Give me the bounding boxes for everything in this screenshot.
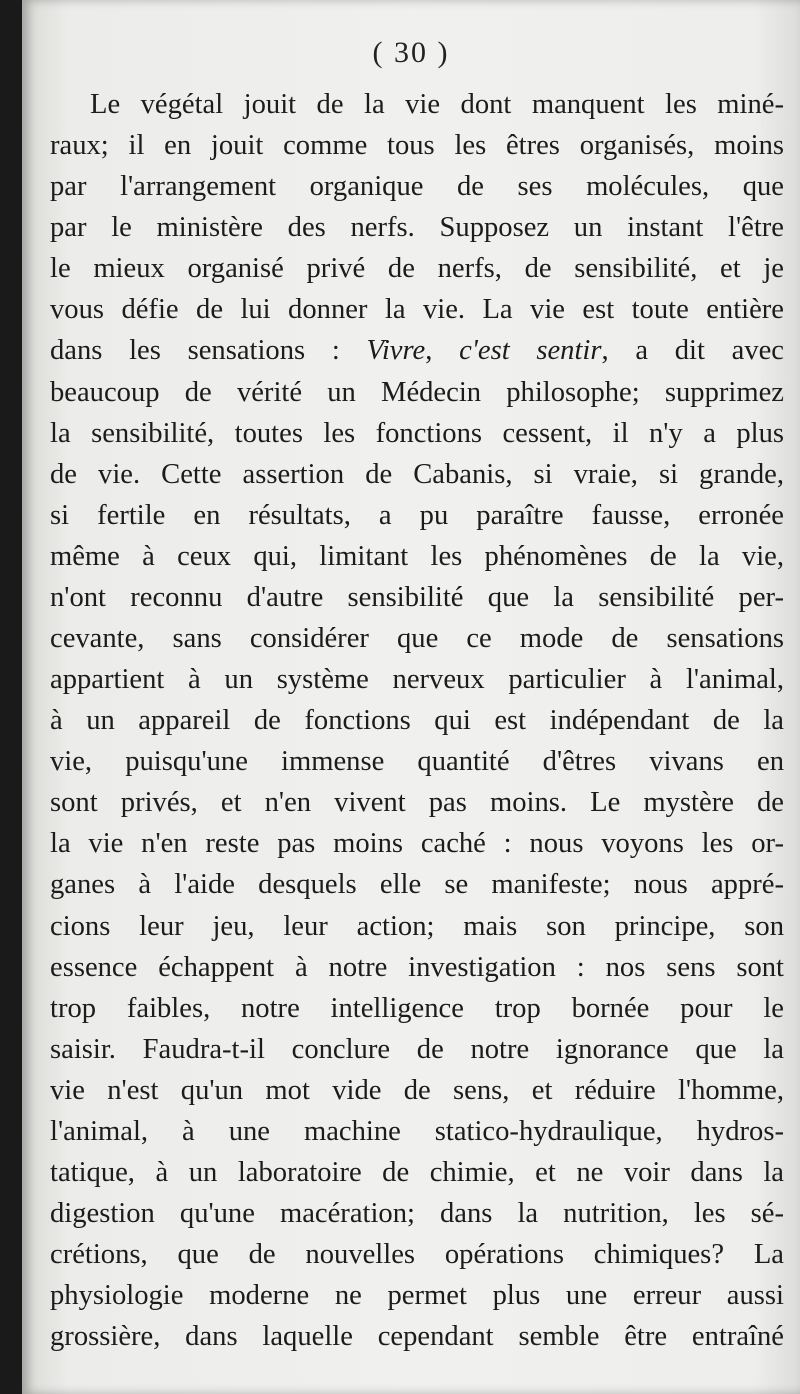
text-line: vie, puisqu'une immense quantité d'êtres vivans en: [50, 746, 784, 778]
text-line: si fertile en résultats, a pu paraître fausse, erronée: [50, 499, 784, 531]
text-line: saisir. Faudra-t-il conclure de notre ignorance que la: [50, 1033, 784, 1065]
text-line: raux; il en jouit comme tous les êtres organisés, moins: [50, 130, 784, 162]
text-line: appartient à un système nerveux particulier à l'animal,: [50, 664, 784, 696]
text-line: physiologie moderne ne permet plus une erreur aussi: [50, 1280, 784, 1312]
page-number: ( 30 ): [372, 36, 450, 69]
text-line: beaucoup de vérité un Médecin philosophe; supprimez: [50, 376, 784, 408]
text-line: par l'arrangement organique de ses molécules, que: [50, 171, 784, 203]
text-line: vie n'est qu'un mot vide de sens, et réduire l'homme,: [50, 1074, 784, 1106]
text-line: la vie n'en reste pas moins caché : nous voyons les or-: [50, 828, 784, 860]
text-line: ganes à l'aide desquels elle se manifeste; nous appré-: [50, 869, 784, 901]
text-line: à un appareil de fonctions qui est indépendant de la: [50, 705, 784, 737]
text-line: vous défie de lui donner la vie. La vie est toute entière: [50, 294, 784, 326]
text-line: trop faibles, notre intelligence trop bornée pour le: [50, 992, 784, 1024]
text-line: cevante, sans considérer que ce mode de sensations: [50, 623, 784, 655]
text-line: digestion qu'une macération; dans la nutrition, les sé-: [50, 1198, 784, 1230]
text-line: le mieux organisé privé de nerfs, de sensibilité, et je: [50, 253, 784, 285]
book-page: [22, 0, 800, 1394]
text-line: essence échappent à notre investigation : nos sens sont: [50, 951, 784, 983]
text-line: l'animal, à une machine statico-hydraulique, hydros-: [50, 1115, 784, 1147]
text-line: cions leur jeu, leur action; mais son principe, son: [50, 910, 784, 942]
text-line: grossière, dans laquelle cependant semble être entraîné: [50, 1321, 784, 1353]
text-line: tatique, à un laboratoire de chimie, et ne voir dans la: [50, 1157, 784, 1189]
body-text: [50, 84, 784, 1357]
text-line: Le végétal jouit de la vie dont manquent les miné-: [90, 89, 784, 120]
text-line: n'ont reconnu d'autre sensibilité que la sensibilité per-: [50, 581, 784, 613]
text-line: crétions, que de nouvelles opérations chimiques? La: [50, 1239, 784, 1271]
text-line: de vie. Cette assertion de Cabanis, si vraie, si grande,: [50, 458, 784, 490]
text-line: par le ministère des nerfs. Supposez un instant l'être: [50, 212, 784, 244]
text-line: dans les sensations : Vivre, c'est sentir, a dit avec: [50, 335, 784, 367]
text-line: même à ceux qui, limitant les phénomènes de la vie,: [50, 540, 784, 572]
text-line: sont privés, et n'en vivent pas moins. Le mystère de: [50, 787, 784, 819]
text-line: la sensibilité, toutes les fonctions cessent, il n'y a plus: [50, 417, 784, 449]
